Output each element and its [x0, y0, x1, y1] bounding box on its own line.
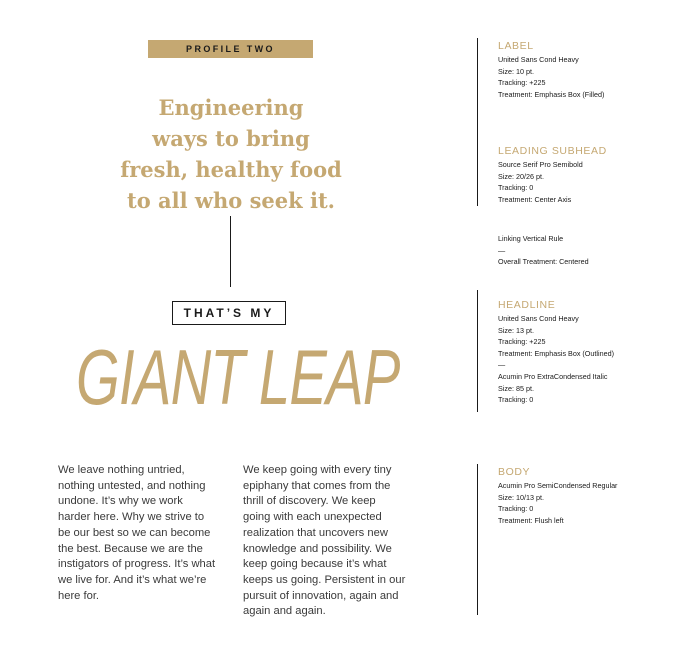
annotation-title-label: LABEL [498, 40, 534, 52]
spec-line: United Sans Cond Heavy [498, 314, 579, 323]
spec-line: Size: 85 pt. [498, 383, 534, 393]
label-emphasis-box [148, 40, 313, 58]
spec-line: — [498, 245, 506, 255]
spec-line: United Sans Cond Heavy [498, 55, 579, 64]
headline-box-text: THAT’S MY [183, 306, 275, 320]
body-line: thrill of discovery. We keep [243, 495, 376, 508]
subhead-line: ways to bring [152, 126, 310, 151]
spec-line: Size: 20/26 pt. [498, 171, 544, 181]
spec-line: — [498, 360, 506, 370]
giant-headline: GIANT LEAP [76, 333, 400, 421]
spec-line: Treatment: Emphasis Box (Outlined) [498, 348, 614, 358]
annotation-rule-headline [477, 290, 478, 412]
annotation-title-body: BODY [498, 466, 531, 478]
annotation-title-leading-subhead: LEADING SUBHEAD [498, 145, 607, 157]
spec-line: Tracking: 0 [498, 395, 534, 405]
body-line: We keep going with every tiny [243, 464, 392, 476]
body-line: realization that uncovers new [243, 526, 388, 539]
annotation-specs-headline [498, 313, 614, 406]
spec-line: Acumin Pro SemiCondensed Regular [498, 481, 618, 490]
spec-line: Tracking: 0 [498, 183, 534, 193]
body-line: keeps us going. Persistent in our [243, 573, 406, 586]
body-column-1 [58, 463, 232, 604]
spec-line: Source Serif Pro Semibold [498, 160, 583, 169]
body-line: nothing untested, and nothing [58, 479, 206, 492]
spec-line: Tracking: +225 [498, 337, 546, 347]
subhead-line: Engineering [158, 95, 304, 120]
annotation-specs-linking [498, 233, 589, 268]
annotation-specs-body [498, 480, 617, 526]
leading-subhead [100, 92, 362, 216]
spec-line: Treatment: Center Axis [498, 194, 572, 204]
annotation-rule-body [477, 464, 478, 615]
body-line: instigators of progress. It’s what [58, 558, 216, 571]
spec-line: Treatment: Emphasis Box (Filled) [498, 89, 605, 99]
spec-line: Tracking: 0 [498, 504, 534, 514]
body-line: knowledge and possibility. We [243, 542, 392, 555]
annotation-title-headline: HEADLINE [498, 299, 556, 311]
body-line: we live for. And it’s what we’re [58, 573, 207, 586]
spec-line: Size: 13 pt. [498, 325, 534, 335]
annotation-specs-label [498, 54, 604, 100]
body-line: undone. It’s why we work [58, 495, 183, 508]
body-line: the best. Because we are the [58, 542, 203, 555]
annotation-specs-leading-subhead [498, 159, 583, 205]
body-line: harder here. Why we strive to [58, 511, 205, 524]
spec-line: Overall Treatment: Centered [498, 257, 589, 267]
body-line: here for. [58, 589, 100, 602]
body-column-2 [243, 463, 417, 620]
body-line: epiphany that comes from the [243, 479, 391, 492]
body-line: We leave nothing untried, [58, 464, 185, 476]
body-line: going with each unexpected [243, 511, 382, 524]
spec-line: Linking Vertical Rule [498, 234, 564, 243]
spec-line: Tracking: +225 [498, 78, 546, 88]
annotation-rule-top [477, 38, 478, 206]
body-line: pursuit of innovation, again and [243, 589, 399, 602]
body-line: keep going because it’s what [243, 558, 387, 571]
spec-line: Treatment: Flush left [498, 515, 564, 525]
linking-vertical-rule [230, 216, 231, 287]
subhead-line: to all who seek it. [127, 188, 335, 213]
spec-line: Size: 10/13 pt. [498, 492, 544, 502]
body-line: be our best so we can become [58, 526, 211, 539]
headline-emphasis-box [172, 301, 286, 325]
body-line: again and again. [243, 605, 326, 618]
subhead-line: fresh, healthy food [120, 157, 342, 182]
label-text: PROFILE TWO [186, 44, 275, 54]
spec-line: Size: 10 pt. [498, 66, 534, 76]
spec-line: Acumin Pro ExtraCondensed Italic [498, 371, 608, 381]
